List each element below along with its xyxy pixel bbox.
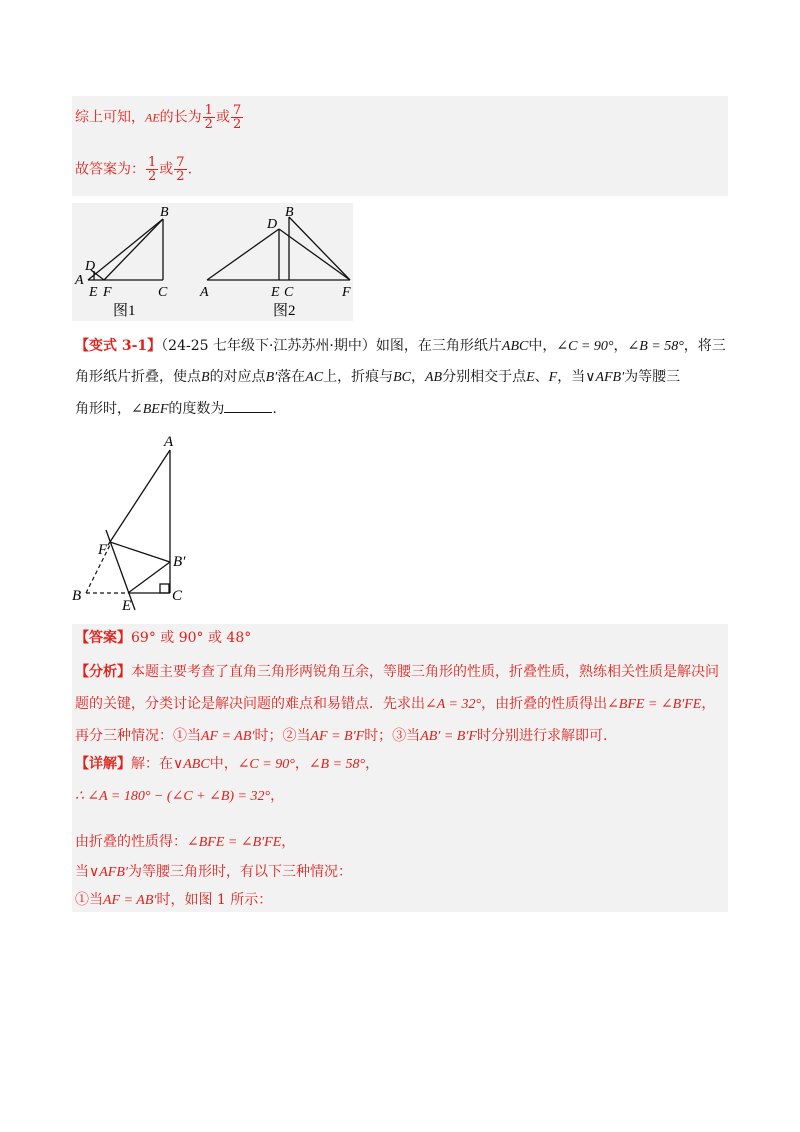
detail-tag: 【详解】 [75,756,131,772]
fraction-half: $\frac{1}{2}$ [204,103,213,132]
conclusion-line: 综上可知，AE的长为 $\frac{1}{2}$ 或 $\frac{7}{2}$ [75,103,242,132]
var-ae: AE [145,110,160,125]
answer-blank [224,398,272,413]
detail-line-3: 由折叠的性质得：∠BFE = ∠B′FE， [75,834,296,850]
problem-line-2: 角形纸片折叠，使点B的对应点B′落在AC上，折痕与BC，AB分别相交于点E、F，当∨AFB′为等腰三 [75,369,681,385]
analysis-tag: 【分析】 [75,664,131,680]
figure-1-2 [72,203,353,321]
figure-3 [72,432,202,612]
problem-tag: 【变式 3-1】 [75,338,162,354]
label-b: B [285,205,294,220]
caption-figure-2: 图2 [273,303,296,319]
answer-row [75,628,251,648]
label-b-prime: B′ [173,554,186,570]
detail-line-1: 【详解】解：在∨ABC中，∠C = 90°，∠B = 58°， [75,756,380,772]
problem-line-3: 角形时，∠BEF的度数为 . [75,398,277,420]
label-c: C [284,285,294,300]
analysis-line-2: 题的关键，分类讨论是解决问题的难点和易错点．先求出∠A = 32°，由折叠的性质得出∠BFE = ∠B′FE， [75,696,716,712]
fraction-half: $\frac{1}{2}$ [148,155,157,184]
detail-line-2: ∴ ∠A = 180° − (∠C + ∠B) = 32°， [75,788,285,804]
label-d: D [267,217,278,232]
label-f: F [98,542,108,558]
analysis-line-1: 【分析】本题主要考查了直角三角形两锐角互余，等腰三角形的性质，折叠性质，熟练相关性质是解决问 [75,664,719,680]
label-a: A [164,434,174,450]
label-e: E [122,598,132,612]
problem-line-1: 【变式 3-1】（24-25 七年级下·江苏苏州·期中）如图，在三角形纸片ABC中，∠C = 90°，∠B = 58°，将三 [75,338,726,354]
detail-line-4: 当∨AFB′为等腰三角形时，有以下三种情况： [75,864,352,880]
label-b: B [72,588,82,604]
label-e: E [271,285,280,300]
fraction-seven-halves: $\frac{7}{2}$ [232,103,242,132]
fraction-seven-halves: $\frac{7}{2}$ [176,155,185,184]
caption-figure-1: 图1 [113,303,136,319]
label-a: A [200,285,209,300]
answer-line: 故答案为： $\frac{1}{2}$ 或 $\frac{7}{2}$ . [75,155,193,184]
label-f: F [103,285,112,300]
answer-tag: 【答案】 [75,630,131,646]
analysis-line-3: 再分三种情况：①当AF = AB′时；②当AF = B′F时；③当AB′ = B′F时分别进行求解即可. [75,728,608,744]
label-e: E [89,285,98,300]
label-c: C [158,285,168,300]
label-b: B [160,205,169,220]
label-f: F [342,285,351,300]
label-c: C [172,588,183,604]
answer-value: 69° 或 90° 或 48° [131,630,252,646]
label-d: D [85,259,96,274]
detail-line-5: ①当AF = AB′时，如图 1 所示： [75,892,273,908]
label-a: A [75,273,84,288]
